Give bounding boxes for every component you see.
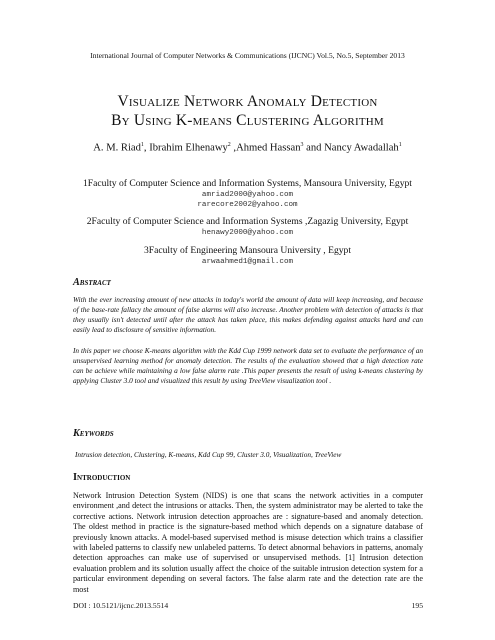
author-name: A. M. Riad — [93, 142, 141, 154]
author-name: Ahmed Hassan — [236, 142, 301, 154]
author-separator: , — [143, 142, 150, 154]
paper-title-line1 — [0, 93, 495, 111]
keywords-heading — [73, 428, 114, 439]
introduction-paragraph: Network Intrusion Detection System (NIDS) is one that scans the network activities in a computer environment ,and detect the intrusions or attacks. Then, the system administrator may be alerted to take the corrective actions. Network intrusion detection approaches are : signature-based and anomaly detection. The oldest method in practice is the signature-based method which depends on a signature database of previously known attacks. A model-based supervised method is misuse detection which trains a classifier with labeled patterns to classify new unlabeled patterns. To detect abnormal behaviors in patterns, anomaly detection approaches can make use of supervised or unsupervised methods. [1] Intrusion detection evaluation problem and its solution usually affect the choice of the suitable intrusion detection system for a particular environment depending on several factors. The false alarm rate and the detection rate are the most — [73, 491, 423, 594]
author-list — [0, 142, 495, 154]
abstract-heading — [73, 277, 111, 288]
author-affiliation-mark: 3 — [300, 142, 304, 148]
author-name: Nancy Awadallah — [324, 142, 399, 154]
abstract-paragraph-2: In this paper we choose K-means algorithm with the Kdd Cup 1999 network data set to evaluate the performance of an unsupervised learning method for anomaly detection. The results of the evaluation showed that a high detection rate can be achieve while maintaining a low false alarm rate .This paper presents the result of using k-means clustering by applying Cluster 3.0 tool and visualized this result by using TreeView visualization tool . — [73, 346, 423, 385]
abstract-heading-text: Abstract — [73, 277, 111, 288]
email-link[interactable]: amriad2000@yahoo.com — [201, 191, 294, 199]
doi-footer: DOI : 10.5121/ijcnc.2013.5514 — [73, 601, 169, 610]
journal-header: International Journal of Computer Networks & Communications (IJCNC) Vol.5, No.5, September 2013 — [90, 51, 405, 60]
email-link[interactable]: arwaahmed1@gmail.com — [201, 258, 294, 266]
affiliation-3: 3Faculty of Engineering Mansoura University , Egypt — [143, 245, 352, 256]
abstract-paragraph-1: With the ever increasing amount of new attacks in today's world the amount of data will keep increasing, and because of the base-rate fallacy the amount of false alarms will also increase. Another problem with detection of attacks is that they usually isn't detected until after the attack has taken place, this makes defending against attacks hard and can easily lead to disclosure of sensitive information. — [73, 295, 423, 334]
title-text-1: Visualize Network Anomaly Detection — [117, 93, 378, 110]
email-link[interactable]: rarecore2002@yahoo.com — [197, 201, 298, 209]
author-affiliation-mark: 2 — [227, 142, 231, 148]
affiliation-2: 2Faculty of Computer Science and Information Systems ,Zagazig University, Egypt — [86, 216, 409, 227]
author-name: Ibrahim Elhenawy — [149, 142, 228, 154]
keywords-text: Intrusion detection, Clustering, K-means, Kdd Cup 99, Cluster 3.0, Visualization, TreeView — [75, 450, 342, 459]
affiliation-1: 1Faculty of Computer Science and Information Systems, Mansoura University, Egypt — [83, 178, 412, 189]
paper-title-line2 — [0, 112, 495, 130]
keywords-heading-text: Keywords — [73, 428, 114, 439]
author-affiliation-mark: 1 — [140, 142, 144, 148]
introduction-heading: Introduction — [73, 472, 131, 483]
author-affiliation-mark: 1 — [398, 142, 402, 148]
author-separator: , — [230, 142, 237, 154]
page-number: 195 — [411, 601, 423, 610]
title-text-2: By Using K-means Clustering Algorithm — [111, 112, 384, 129]
author-separator: and — [303, 142, 325, 154]
email-link[interactable]: henawy2000@yahoo.com — [201, 229, 294, 237]
